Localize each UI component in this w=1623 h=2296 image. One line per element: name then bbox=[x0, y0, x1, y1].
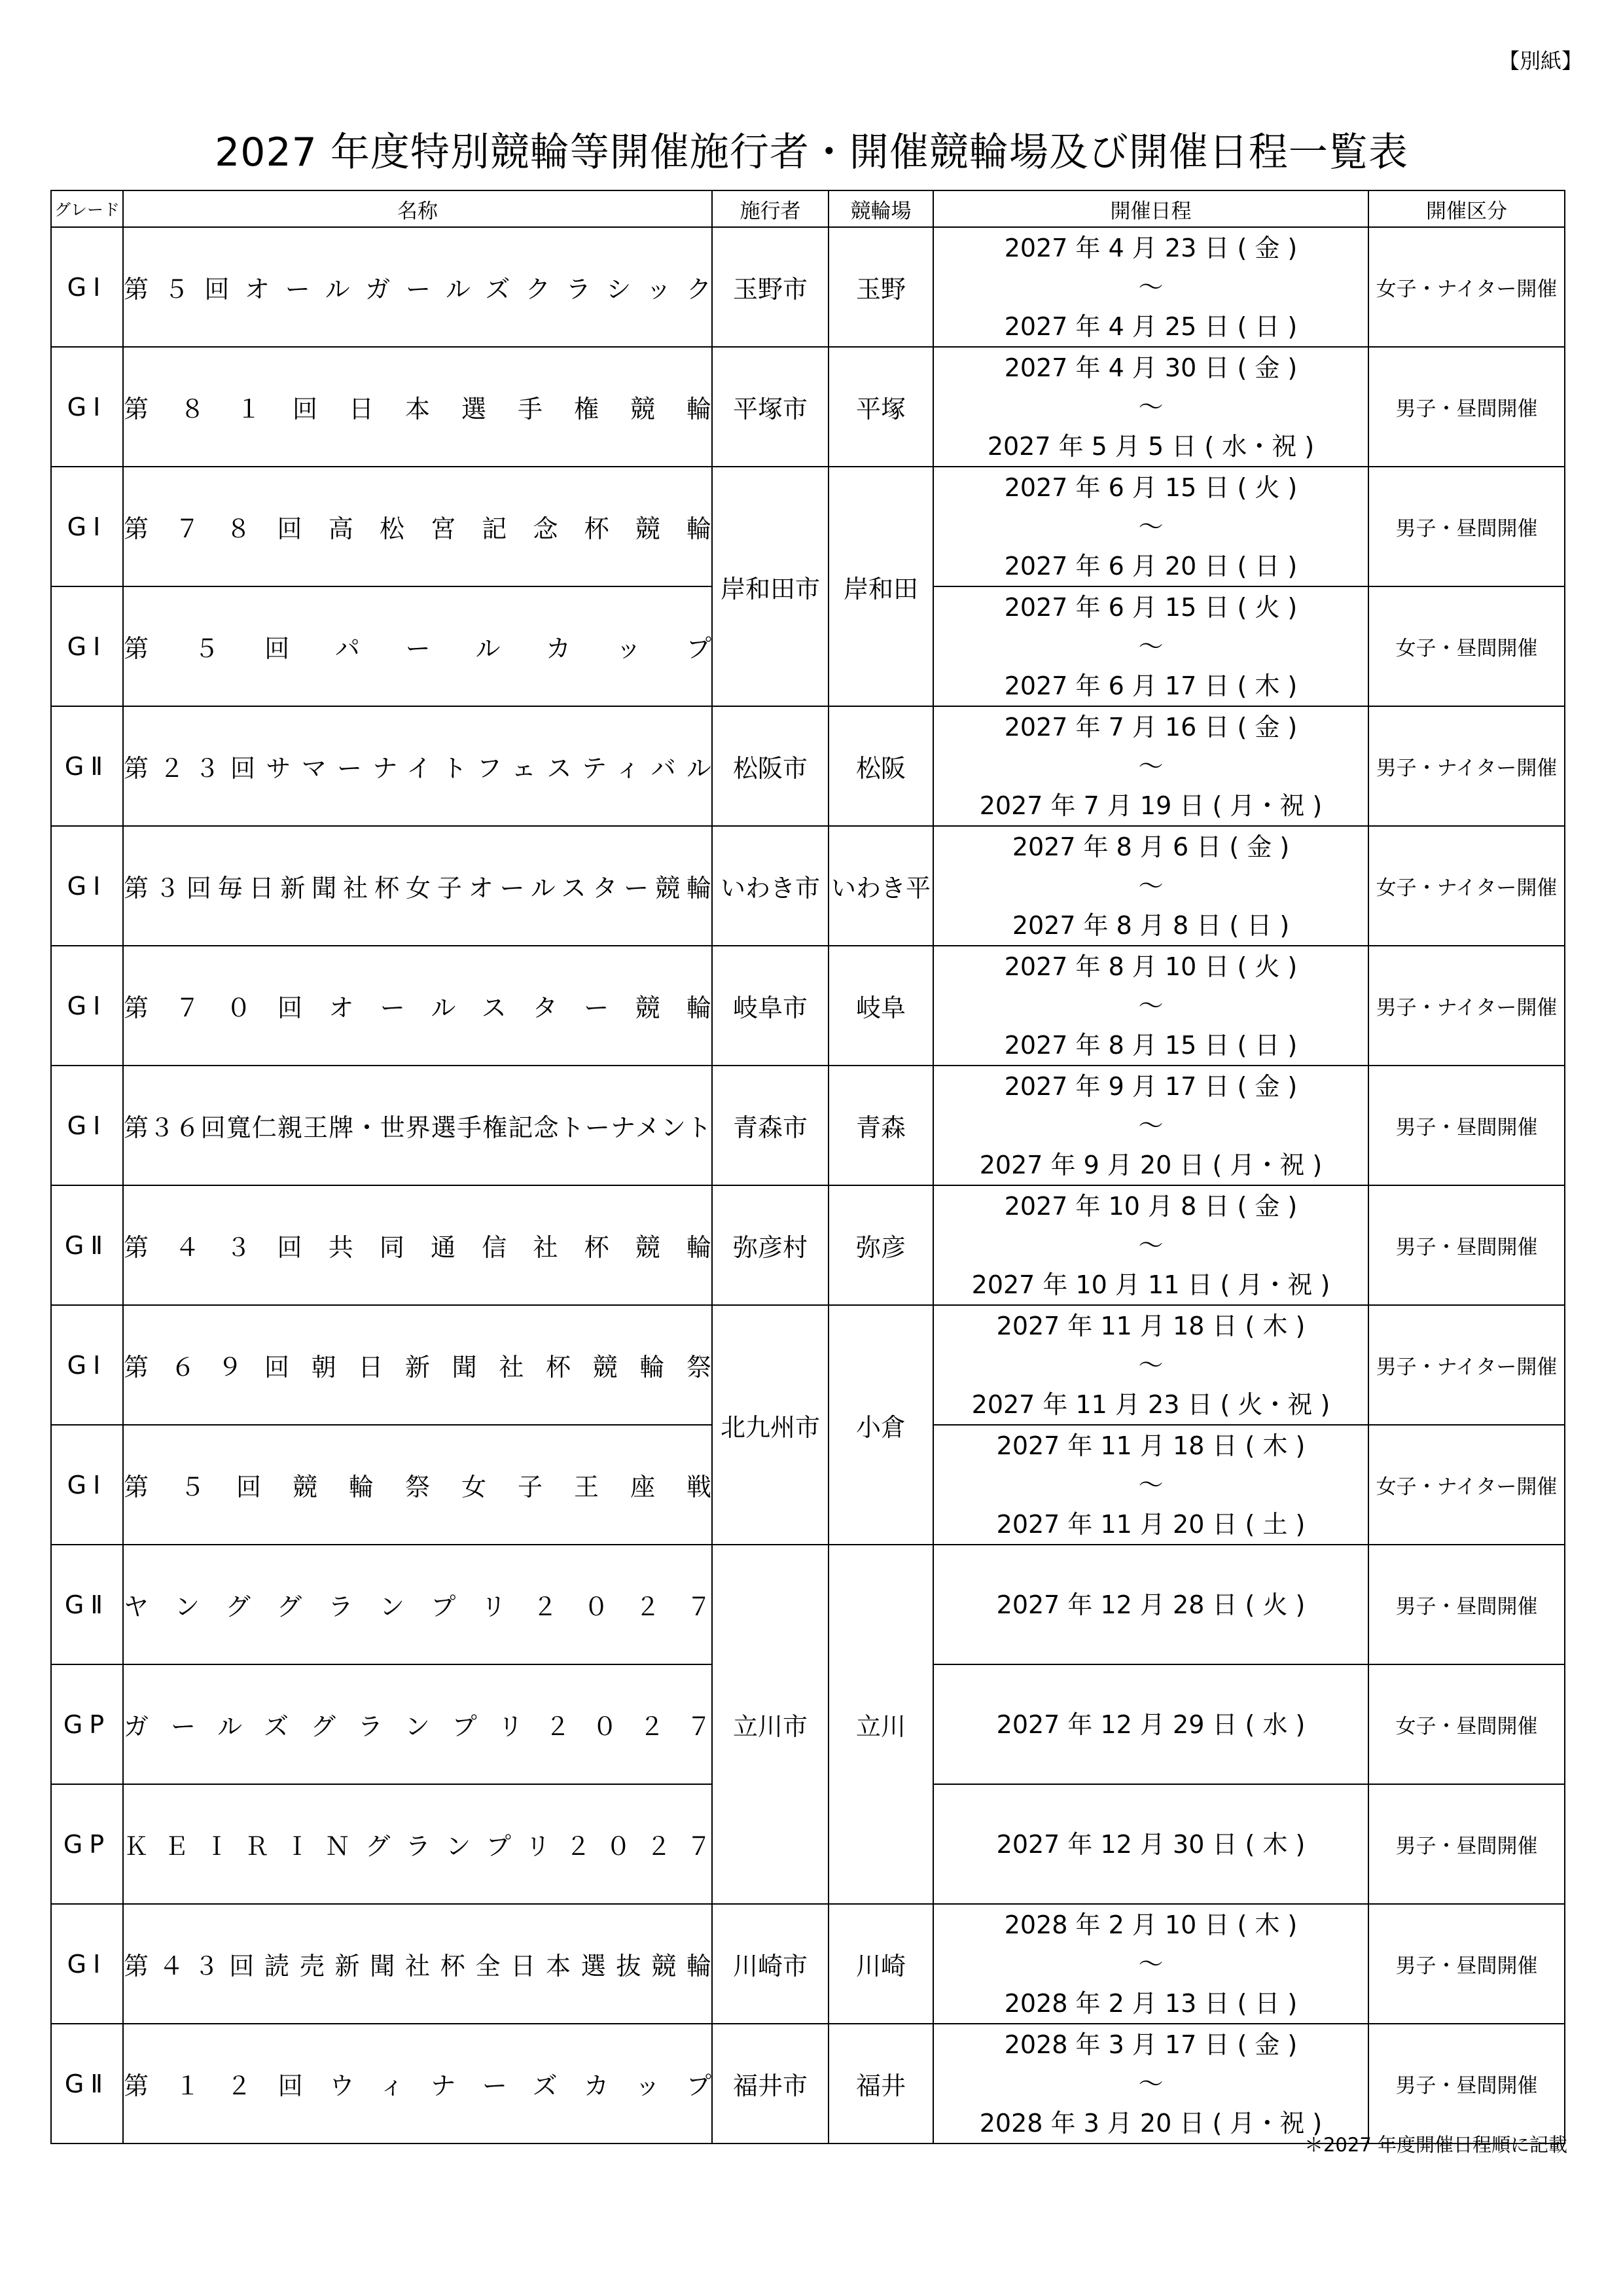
header-grade: グレード bbox=[51, 190, 123, 227]
category-cell: 女子・ナイター開催 bbox=[1368, 1425, 1565, 1545]
organizer-cell: 松阪市 bbox=[712, 706, 829, 826]
table-row bbox=[51, 467, 1565, 586]
table-row bbox=[51, 706, 1565, 826]
organizer-cell: 川崎市 bbox=[712, 1904, 829, 2024]
end-date: 2027 年 7 月 19 日 ( 月・祝 ) bbox=[979, 791, 1323, 820]
schedule-cell bbox=[933, 347, 1368, 467]
start-date: 2027 年 4 月 30 日 ( 金 ) bbox=[1004, 353, 1298, 382]
schedule-cell bbox=[933, 826, 1368, 946]
start-date: 2027 年 12 月 28 日 ( 火 ) bbox=[996, 1590, 1306, 1619]
venue-cell: 川崎 bbox=[829, 1904, 933, 2024]
organizer-cell: 立川市 bbox=[712, 1545, 829, 1904]
organizer-cell: 平塚市 bbox=[712, 347, 829, 467]
venue-cell: 立川 bbox=[829, 1545, 933, 1904]
footnote: ＊2027 年度開催日程順に記載 bbox=[1304, 2134, 1567, 2156]
date-range-tilde: ～ bbox=[1138, 991, 1164, 1020]
venue-cell: 玉野 bbox=[829, 227, 933, 347]
start-date: 2027 年 7 月 16 日 ( 金 ) bbox=[1004, 712, 1298, 742]
event-name-cell: ガールズグランプリ２０２７ bbox=[123, 1664, 712, 1784]
schedule-cell bbox=[933, 1904, 1368, 2024]
table-row bbox=[51, 227, 1565, 347]
grade-cell: GP bbox=[51, 1664, 123, 1784]
table-row bbox=[51, 826, 1565, 946]
start-date: 2027 年 8 月 10 日 ( 火 ) bbox=[1004, 952, 1298, 981]
event-name-cell: 第４３回読売新聞社杯全日本選抜競輪 bbox=[123, 1904, 712, 2024]
table-row bbox=[51, 1185, 1565, 1305]
start-date: 2027 年 12 月 29 日 ( 水 ) bbox=[996, 1710, 1306, 1739]
venue-cell: 岸和田 bbox=[829, 467, 933, 706]
category-cell: 女子・昼間開催 bbox=[1368, 586, 1565, 706]
header-row bbox=[51, 190, 1565, 227]
table-row bbox=[51, 1545, 1565, 1664]
date-range-tilde: ～ bbox=[1138, 392, 1164, 422]
end-date: 2027 年 5 月 5 日 ( 水・祝 ) bbox=[987, 431, 1315, 461]
start-date: 2027 年 10 月 8 日 ( 金 ) bbox=[1004, 1191, 1298, 1221]
venue-cell: 松阪 bbox=[829, 706, 933, 826]
category-cell: 男子・ナイター開催 bbox=[1368, 946, 1565, 1066]
category-cell: 男子・ナイター開催 bbox=[1368, 1305, 1565, 1425]
organizer-cell: 岸和田市 bbox=[712, 467, 829, 706]
end-date: 2028 年 2 月 13 日 ( 日 ) bbox=[1004, 1988, 1298, 2018]
attachment-note: 【別紙】 bbox=[1498, 48, 1582, 73]
venue-cell: いわき平 bbox=[829, 826, 933, 946]
organizer-cell: 福井市 bbox=[712, 2024, 829, 2144]
date-range-tilde: ～ bbox=[1138, 1949, 1164, 1979]
category-cell: 男子・昼間開催 bbox=[1368, 1784, 1565, 1904]
event-name-cell: 第５回パールカップ bbox=[123, 586, 712, 706]
end-date: 2027 年 4 月 25 日 ( 日 ) bbox=[1004, 312, 1298, 341]
table-row bbox=[51, 2024, 1565, 2144]
category-cell: 男子・昼間開催 bbox=[1368, 1066, 1565, 1185]
header-venue: 競輪場 bbox=[829, 190, 933, 227]
table-row bbox=[51, 347, 1565, 467]
end-date: 2027 年 11 月 23 日 ( 火・祝 ) bbox=[971, 1390, 1330, 1419]
organizer-cell: 青森市 bbox=[712, 1066, 829, 1185]
schedule-cell bbox=[933, 467, 1368, 586]
schedule-body bbox=[51, 227, 1565, 2144]
schedule-cell bbox=[933, 586, 1368, 706]
schedule-cell bbox=[933, 1425, 1368, 1545]
event-name-cell: 第８１回日本選手権競輪 bbox=[123, 347, 712, 467]
date-range-tilde: ～ bbox=[1138, 1470, 1164, 1499]
schedule-cell bbox=[933, 1784, 1368, 1904]
start-date: 2027 年 8 月 6 日 ( 金 ) bbox=[1012, 832, 1290, 861]
schedule-cell bbox=[933, 1545, 1368, 1664]
start-date: 2027 年 12 月 30 日 ( 木 ) bbox=[996, 1829, 1306, 1859]
organizer-cell: 弥彦村 bbox=[712, 1185, 829, 1305]
table-row bbox=[51, 1305, 1565, 1425]
venue-cell: 福井 bbox=[829, 2024, 933, 2144]
date-range-tilde: ～ bbox=[1138, 272, 1164, 302]
table-row bbox=[51, 1904, 1565, 2024]
start-date: 2027 年 9 月 17 日 ( 金 ) bbox=[1004, 1071, 1298, 1101]
date-range-tilde: ～ bbox=[1138, 632, 1164, 661]
header-name: 名称 bbox=[123, 190, 712, 227]
schedule-cell bbox=[933, 946, 1368, 1066]
category-cell: 女子・ナイター開催 bbox=[1368, 826, 1565, 946]
venue-cell: 小倉 bbox=[829, 1305, 933, 1545]
category-cell: 男子・ナイター開催 bbox=[1368, 706, 1565, 826]
grade-cell: GⅠ bbox=[51, 946, 123, 1066]
grade-cell: GⅡ bbox=[51, 1185, 123, 1305]
schedule-table bbox=[50, 190, 1565, 2144]
date-range-tilde: ～ bbox=[1138, 2069, 1164, 2098]
organizer-cell: いわき市 bbox=[712, 826, 829, 946]
header-category: 開催区分 bbox=[1368, 190, 1565, 227]
event-name-cell: 第６９回朝日新聞社杯競輪祭 bbox=[123, 1305, 712, 1425]
date-range-tilde: ～ bbox=[1138, 512, 1164, 541]
event-name-cell: ヤンググランプリ２０２７ bbox=[123, 1545, 712, 1664]
schedule-cell bbox=[933, 2024, 1368, 2144]
grade-cell: GⅠ bbox=[51, 347, 123, 467]
category-cell: 女子・ナイター開催 bbox=[1368, 227, 1565, 347]
grade-cell: GⅠ bbox=[51, 227, 123, 347]
end-date: 2027 年 8 月 8 日 ( 日 ) bbox=[1012, 910, 1290, 940]
end-date: 2027 年 10 月 11 日 ( 月・祝 ) bbox=[971, 1270, 1330, 1299]
date-range-tilde: ～ bbox=[1138, 751, 1164, 781]
date-range-tilde: ～ bbox=[1138, 1230, 1164, 1260]
grade-cell: GⅠ bbox=[51, 1425, 123, 1545]
grade-cell: GⅠ bbox=[51, 586, 123, 706]
category-cell: 男子・昼間開催 bbox=[1368, 2024, 1565, 2144]
grade-cell: GⅠ bbox=[51, 1066, 123, 1185]
start-date: 2027 年 6 月 15 日 ( 火 ) bbox=[1004, 473, 1298, 502]
schedule-cell bbox=[933, 1185, 1368, 1305]
grade-cell: GⅡ bbox=[51, 706, 123, 826]
event-name-cell: 第５回競輪祭女子王座戦 bbox=[123, 1425, 712, 1545]
category-cell: 男子・昼間開催 bbox=[1368, 347, 1565, 467]
start-date: 2027 年 11 月 18 日 ( 木 ) bbox=[996, 1311, 1306, 1340]
end-date: 2027 年 6 月 17 日 ( 木 ) bbox=[1004, 671, 1298, 700]
start-date: 2028 年 3 月 17 日 ( 金 ) bbox=[1004, 2030, 1298, 2059]
schedule-cell bbox=[933, 706, 1368, 826]
end-date: 2027 年 11 月 20 日 ( 土 ) bbox=[996, 1509, 1306, 1539]
event-name-cell: 第４３回共同通信社杯競輪 bbox=[123, 1185, 712, 1305]
date-range-tilde: ～ bbox=[1138, 1350, 1164, 1380]
schedule-cell bbox=[933, 1664, 1368, 1784]
category-cell: 男子・昼間開催 bbox=[1368, 467, 1565, 586]
page-title: 2027 年度特別競輪等開催施行者・開催競輪場及び開催日程一覧表 bbox=[215, 130, 1408, 175]
table-row bbox=[51, 1066, 1565, 1185]
category-cell: 男子・昼間開催 bbox=[1368, 1545, 1565, 1664]
event-name-cell: 第３６回寬仁親王牌・世界選手権記念トーナメント bbox=[123, 1066, 712, 1185]
organizer-cell: 玉野市 bbox=[712, 227, 829, 347]
date-range-tilde: ～ bbox=[1138, 871, 1164, 901]
table-row bbox=[51, 946, 1565, 1066]
schedule-cell bbox=[933, 1066, 1368, 1185]
end-date: 2027 年 9 月 20 日 ( 月・祝 ) bbox=[979, 1150, 1323, 1179]
venue-cell: 青森 bbox=[829, 1066, 933, 1185]
grade-cell: GⅡ bbox=[51, 2024, 123, 2144]
start-date: 2028 年 2 月 10 日 ( 木 ) bbox=[1004, 1910, 1298, 1939]
grade-cell: GⅡ bbox=[51, 1545, 123, 1664]
date-range-tilde: ～ bbox=[1138, 1111, 1164, 1140]
header-schedule: 開催日程 bbox=[933, 190, 1368, 227]
organizer-cell: 北九州市 bbox=[712, 1305, 829, 1545]
start-date: 2027 年 11 月 18 日 ( 木 ) bbox=[996, 1431, 1306, 1460]
grade-cell: GⅠ bbox=[51, 826, 123, 946]
organizer-cell: 岐阜市 bbox=[712, 946, 829, 1066]
venue-cell: 弥彦 bbox=[829, 1185, 933, 1305]
category-cell: 女子・昼間開催 bbox=[1368, 1664, 1565, 1784]
header-organizer: 施行者 bbox=[712, 190, 829, 227]
start-date: 2027 年 6 月 15 日 ( 火 ) bbox=[1004, 592, 1298, 622]
event-name-cell: 第７８回高松宮記念杯競輪 bbox=[123, 467, 712, 586]
end-date: 2028 年 3 月 20 日 ( 月・祝 ) bbox=[979, 2108, 1323, 2138]
schedule-cell bbox=[933, 1305, 1368, 1425]
event-name-cell: ＫＥＩＲＩＮグランプリ２０２７ bbox=[123, 1784, 712, 1904]
event-name-cell: 第２３回サマーナイトフェスティバル bbox=[123, 706, 712, 826]
schedule-cell bbox=[933, 227, 1368, 347]
grade-cell: GP bbox=[51, 1784, 123, 1904]
end-date: 2027 年 8 月 15 日 ( 日 ) bbox=[1004, 1030, 1298, 1060]
venue-cell: 平塚 bbox=[829, 347, 933, 467]
venue-cell: 岐阜 bbox=[829, 946, 933, 1066]
grade-cell: GⅠ bbox=[51, 1305, 123, 1425]
end-date: 2027 年 6 月 20 日 ( 日 ) bbox=[1004, 551, 1298, 581]
grade-cell: GⅠ bbox=[51, 1904, 123, 2024]
event-name-cell: 第５回オールガールズクラシック bbox=[123, 227, 712, 347]
category-cell: 男子・昼間開催 bbox=[1368, 1904, 1565, 2024]
event-name-cell: 第７０回オールスター競輪 bbox=[123, 946, 712, 1066]
grade-cell: GⅠ bbox=[51, 467, 123, 586]
start-date: 2027 年 4 月 23 日 ( 金 ) bbox=[1004, 233, 1298, 262]
category-cell: 男子・昼間開催 bbox=[1368, 1185, 1565, 1305]
event-name-cell: 第１２回ウィナーズカップ bbox=[123, 2024, 712, 2144]
event-name-cell: 第３回毎日新聞社杯女子オールスター競輪 bbox=[123, 826, 712, 946]
